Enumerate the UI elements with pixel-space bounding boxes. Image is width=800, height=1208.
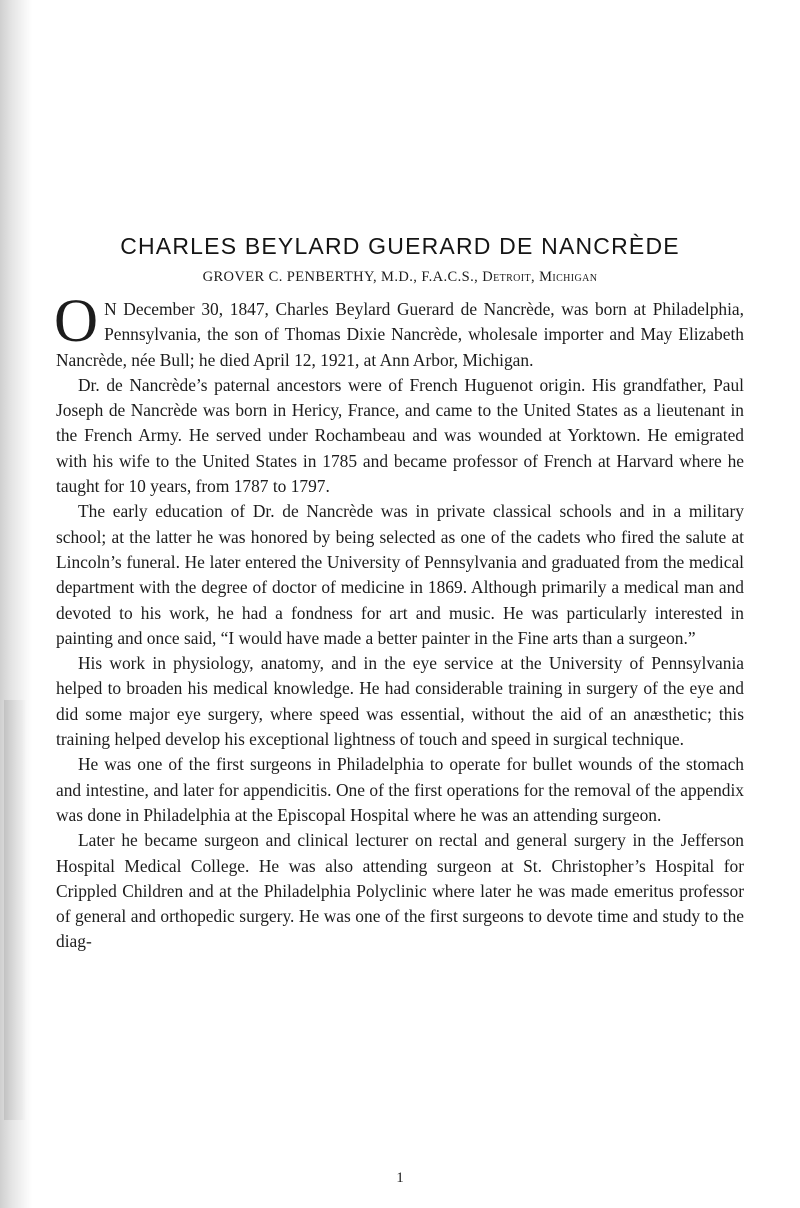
paragraph-1 — [54, 288, 744, 373]
article — [56, 233, 744, 955]
article-body — [54, 288, 744, 955]
paragraph-4: His work in physiology, anatomy, and in the eye service at the University of Pennsylvania helped to broaden his medical knowledge. He had considerable training in surgery of the eye and did some major eye surgery, where speed was essential, without the aid of an anæsthetic; this training helped develop his exceptional lightness of touch and speed in surgical technique. — [56, 653, 744, 750]
article-title: CHARLES BEYLARD GUERARD DE NANCRÈDE — [120, 233, 680, 259]
paragraph-6: Later he became surgeon and clinical lecturer on rectal and general surgery in the Jefferson Hospital Medical College. He was also attending surgeon at St. Christopher’s Hospital for Crippled Children and at the Philadelphia Polyclinic where later he was made emeritus professor of general and orthopedic surgery. He was one of the first surgeons to devote time and study to the diag- — [56, 830, 744, 952]
author-location: Detroit, Michigan — [482, 269, 598, 285]
paragraph-5: He was one of the first surgeons in Philadelphia to operate for bullet wounds of the stomach and intestine, and later for appendicitis. One of the first operations for the removal of the appendix was done in Philadelphia at the Episcopal Hospital where he was an attending surgeon. — [56, 754, 744, 825]
paragraph-3: The early education of Dr. de Nancrède was in private classical schools and in a military school; at the latter he was honored by being selected as one of the cadets who fired the salute at Lincoln’s funeral. He later entered the University of Pennsylvania and graduated from the medical department with the degree of doctor of medicine in 1869. Although primarily a medical man and devoted to his work, he had a fondness for art and music. He was particularly interested in painting and once said, “I would have made a better painter in the Fine arts than a surgeon.” — [56, 501, 744, 648]
paragraph-text: N December 30, 1847, Charles Beylard Guerard de Nancrède, was born at Philadelphia, Pennsylvania, the son of Thomas Dixie Nancrède, wholesale importer and May Elizabeth Nancrède, née Bull; he died April 12, 1921, at Ann Arbor, Michigan. — [56, 299, 744, 370]
page-number: 1 — [396, 1170, 404, 1186]
page-edge-stain — [4, 700, 26, 1120]
author-name: GROVER C. PENBERTHY, M.D., F.A.C.S., — [202, 269, 479, 285]
byline — [56, 269, 744, 286]
paragraph-2: Dr. de Nancrède’s paternal ancestors were of French Huguenot origin. His grandfather, Paul Joseph de Nancrède was born in Hericy, France, and came to the United States as a lieutenant in the French Army. He served under Rochambeau and was wounded at Yorktown. He emigrated with his wife to the United States in 1785 and became professor of French at Harvard where he taught for 10 years, from 1787 to 1797. — [56, 374, 744, 497]
drop-cap: O — [54, 288, 99, 355]
